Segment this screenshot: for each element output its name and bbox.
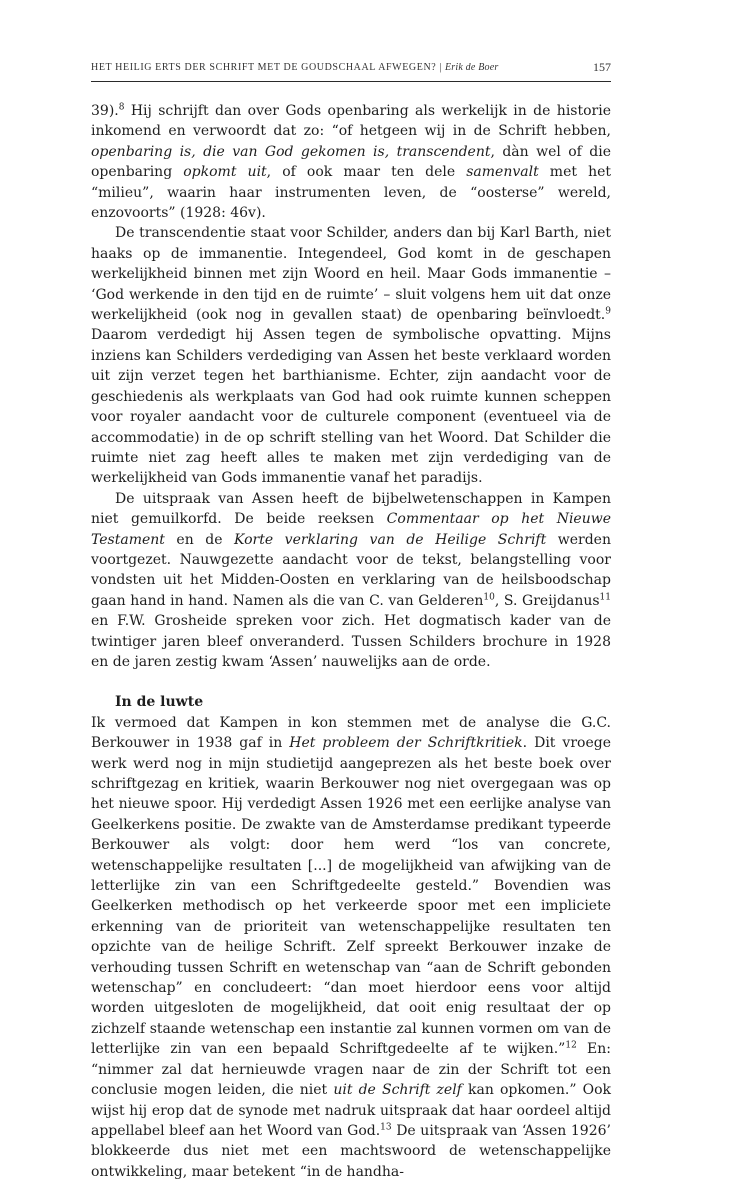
italic-run: Het probleem der Schriftkritiek: [289, 735, 523, 752]
text-run: en de: [164, 531, 235, 548]
paragraph-2: [91, 223, 611, 488]
italic-run: opkomt uit: [183, 164, 267, 181]
italic-run: samenvalt: [466, 164, 539, 181]
text-run: werden voortgezet. Nauwgezette aandacht voor de tekst, belangstelling voor vondsten uit het Midden-Oosten en verklaring van de heilsboodschap gaan hand in hand. Namen als die van C. van Gelderen: [91, 531, 611, 609]
italic-run: Korte verklaring van de Heilige Schrift: [234, 531, 547, 548]
header-rule: [91, 81, 611, 82]
italic-run: Commentaar op het Nieuwe Testament: [91, 511, 612, 548]
text-run: , S. Greijdanus: [494, 592, 600, 609]
text-run: En: “nimmer zal dat hernieuwde vragen naar de zin der Schrift tot een conclusie mogen leiden, die niet: [91, 1041, 611, 1099]
text-run: Ik vermoed dat Kampen in kon stemmen met de analyse die G.C. Berkouwer in 1938 gaf in: [91, 714, 611, 752]
header-author: Erik de Boer: [444, 62, 499, 73]
body-text: [91, 101, 611, 1182]
running-title: HET HEILIG ERTS DER SCHRIFT MET DE GOUDSCHAAL AFWEGEN?: [91, 62, 437, 73]
paragraph-4: [91, 713, 611, 1182]
text-run: De uitspraak van Assen heeft de bijbelwetenschappen in Kampen niet gemuilkorfd. De beide reeksen: [91, 490, 611, 528]
footnote-ref-13[interactable]: 13: [380, 1122, 392, 1133]
header-separator: |: [439, 62, 442, 73]
text-run: , dàn wel of die openbaring: [91, 143, 611, 181]
text-run: Hij schrijft dan over Gods openbaring als werkelijk in de historie inkomend en verwoordt dat zo: “of hetgeen wij in de Schrift hebben,: [91, 103, 611, 140]
text-run: 39).: [91, 103, 119, 119]
text-run: en F.W. Grosheide spreken voor zich. Het dogmatisch kader van de twintiger jaren bleef onveranderd. Tussen Schilders brochure in 1928 en de jaren zestig kwam ‘Assen’ nauwelijks aan de orde.: [91, 613, 611, 670]
paragraph-3: [91, 489, 611, 673]
paragraph-1: [91, 101, 611, 223]
text-run: Daarom verdedigt hij Assen tegen de symbolische opvatting. Mijns inziens kan Schilders verdediging van Assen het beste verklaard worden uit zijn verzet tegen het barthianisme. Echter, zijn aandacht voor de geschiedenis als werkplaats van God had ook ruimte kunnen scheppen voor royaler aandacht voor de culturele component (eventueel via de accommodatie) in de op schrift stelling van het Woord. Dat Schilder die ruimte niet zag heeft alles te maken met zijn verdediging van de werkelijkheid van Gods immanentie vanaf het paradijs.: [91, 327, 611, 487]
footnote-ref-12[interactable]: 12: [565, 1040, 577, 1051]
italic-run: uit de Schrift zelf: [333, 1082, 462, 1099]
text-run: . Dit vroege werk werd nog in mijn studietijd aangeprezen als het beste boek over schriftgezag en kritiek, waarin Berkouwer nog niet overgegaan was op het nieuwe spoor. Hij verdedigt Assen 1926 met een eerlijke analyse van Geelkerkens positie. De zwakte van de Amsterdamse predikant typeerde Berkouwer als volgt: door hem werd “los van concrete, wetenschappelijke resultaten [...] de mogelijkheid van afwijking van de letterlijke zin van een Schriftgedeelte gesteld.” Bovendien was Geelkerken methodisch op het verkeerde spoor met een impliciete erkenning van de prioriteit van wetenschappelijke resultaten ten opzichte van de heilige Schrift. Zelf spreekt Berkouwer inzake de verhouding tussen Schrift en wetenschap van “aan de Schrift gebonden wetenschap” en concludeert: “dan moet hierdoor eens voor altijd worden uitgesloten de mogelijkheid, dat ooit enig resultaat der op zichzelf staande wetenschap een instantie zal kunnen vormen om van de letterlijke zin van een bepaald Schriftgedeelte af te wijken.”: [91, 735, 611, 1058]
text-run: met het “milieu”, waarin haar instrumenten leven, de “oosterse” wereld, enzovoorts” (1928: 46v).: [91, 164, 612, 222]
text-run: De uitspraak van ‘Assen 1926’ blokkeerde dus niet met een machtswoord de wetenschappelijke ontwikkeling, maar betekent “in de handha-: [91, 1122, 611, 1180]
text-run: De transcendentie staat voor Schilder, anders dan bij Karl Barth, niet haaks op de immanentie. Integendeel, God komt in de geschapen werkelijkheid binnen met zijn Woord en heil. Maar Gods immanentie – ‘God werkende in den tijd en de ruimte’ – sluit volgens hem uit dat onze werkelijkheid (ook nog in gevallen staat) de openbaring beïnvloedt.: [91, 225, 611, 324]
text-run: kan opkomen.” Ook wijst hij erop dat de synode met nadruk uitspraak dat haar oordeel altijd appellabel bleef aan het Woord van God.: [91, 1082, 612, 1139]
page-number: 157: [593, 60, 611, 74]
italic-run: openbaring is, die van God gekomen is, transcendent: [91, 143, 491, 160]
section-heading: In de luwte: [115, 694, 204, 711]
text-run: , of ook maar ten dele: [266, 164, 467, 181]
footnote-ref-8[interactable]: 8: [118, 102, 125, 113]
footnote-ref-11[interactable]: 11: [599, 592, 611, 603]
footnote-ref-10[interactable]: 10: [483, 592, 495, 603]
footnote-ref-9[interactable]: 9: [605, 306, 611, 317]
running-head: [91, 62, 611, 78]
